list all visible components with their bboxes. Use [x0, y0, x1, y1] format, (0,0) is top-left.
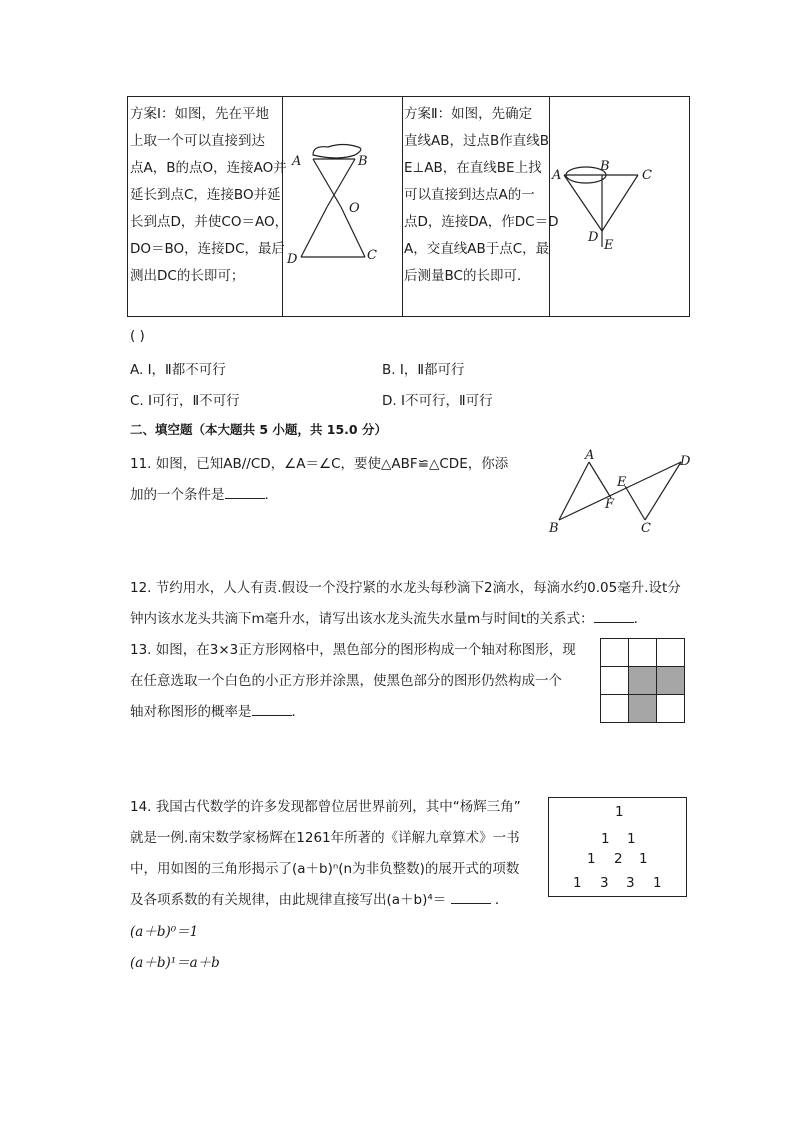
tri-number: 3	[600, 875, 609, 891]
tri-number: 1	[587, 851, 596, 867]
tri-number: 1	[601, 831, 610, 847]
q12-line2: 钟内该水龙头共滴下m毫升水，请写出该水龙头流失水量m与时间t的关系式： ．	[130, 607, 647, 627]
label-e: E	[617, 475, 627, 490]
section-title: 二、填空题（本大题共 5 小题，共 15.0 分）	[130, 422, 387, 437]
tri-number: 3	[626, 875, 635, 891]
scheme-table	[127, 96, 690, 317]
grid-cell	[656, 694, 685, 723]
tri-number: 2	[614, 851, 623, 867]
q13-line2: 在任意选取一个白色的小正方形并涂黑，使黑色部分的图形仍然构成一个	[130, 673, 562, 689]
grid-cell	[656, 638, 685, 667]
q13-line3: 轴对称图形的概率是 ．	[130, 700, 305, 720]
tri-number: 1	[639, 851, 648, 867]
q14-line1: 14. 我国古代数学的许多发现都曾位居世界前列，其中“杨辉三角”	[130, 799, 521, 815]
q11-line2: 加的一个条件是 ．	[130, 483, 278, 503]
q12-line1: 12. 节约用水，人人有责.假设一个没拧紧的水龙头每秒滴下2滴水，每滴水约0.05毫升.设t分	[130, 580, 681, 596]
answer-blank[interactable]	[252, 701, 292, 716]
q14-line3: 中，用如图的三角形揭示了(a＋b)ⁿ(n为非负整数)的展开式的项数	[130, 861, 520, 877]
plan2-text: 方案Ⅱ：如图，先确定 直线AB，过点B作直线B E⊥AB，在直线BE上找 可以直接到达点A的一 点D，连接DA，作DC＝D A，交直线AB于点C，最 后测量BC的长即可．	[404, 106, 559, 284]
label-a: A	[292, 154, 302, 169]
plan2-figure	[550, 97, 690, 316]
option-b: B. Ⅰ，Ⅱ都可行	[382, 362, 465, 378]
tri-number: 1	[653, 875, 662, 891]
label-a: A	[585, 448, 595, 463]
label-d: D	[680, 454, 691, 469]
label-b: B	[358, 154, 368, 169]
option-d: D. Ⅰ不可行，Ⅱ可行	[382, 393, 493, 409]
answer-blank[interactable]	[451, 889, 491, 904]
label-e: E	[604, 238, 614, 253]
label-b: B	[549, 521, 559, 536]
q14-line2: 就是一例.南宋数学家杨辉在1261年所著的《详解九章算术》一书	[130, 830, 520, 846]
option-c: C. Ⅰ可行，Ⅱ不可行	[130, 393, 240, 409]
label-b: B	[600, 159, 610, 174]
q11-line1: 11. 如图，已知AB//CD，∠A＝∠C，要使△ABF≌△CDE，你添	[130, 456, 509, 472]
table-divider	[402, 97, 403, 316]
tri-number: 1	[573, 875, 582, 891]
q11-figure	[545, 448, 705, 538]
q13-line1: 13. 如图，在3×3正方形网格中，黑色部分的图形构成一个轴对称图形，现	[130, 642, 576, 658]
grid-cell-shaded	[628, 666, 657, 695]
grid-cell-shaded	[656, 666, 685, 695]
label-a: A	[552, 168, 562, 183]
q14-eq0: (a＋b)⁰＝1	[130, 924, 199, 940]
label-c: C	[367, 248, 377, 263]
plan1-figure	[283, 97, 401, 316]
label-c: C	[641, 521, 651, 536]
grid-cell	[600, 694, 629, 723]
grid-cell	[600, 666, 629, 695]
option-a: A. Ⅰ，Ⅱ都不可行	[130, 362, 226, 378]
label-d: D	[588, 230, 599, 245]
plan1-text: 方案Ⅰ：如图，先在平地 上取一个可以直接到达 点A，B的点O，连接AO并 延长到点C，连接BO并延 长到点D，并使CO＝AO， DO＝BO，连接DC，最后 测出DC的长即可；	[130, 106, 289, 284]
yanghui-triangle	[548, 797, 687, 897]
q14-line4: 及各项系数的有关规律，由此规律直接写出(a＋b)⁴＝ ．	[130, 888, 508, 908]
grid-cell	[600, 638, 629, 667]
grid-cell-shaded	[628, 694, 657, 723]
answer-blank[interactable]	[225, 484, 265, 499]
q14-eq1: (a＋b)¹＝a＋b	[130, 955, 220, 971]
answer-blank[interactable]	[594, 608, 634, 623]
grid-cell	[628, 638, 657, 667]
answer-paren: ( )	[130, 328, 145, 344]
label-f: F	[605, 497, 615, 512]
label-d: D	[287, 252, 298, 267]
tri-number: 1	[627, 831, 636, 847]
label-o: O	[349, 201, 360, 216]
tri-number: 1	[615, 804, 624, 820]
label-c: C	[642, 168, 652, 183]
